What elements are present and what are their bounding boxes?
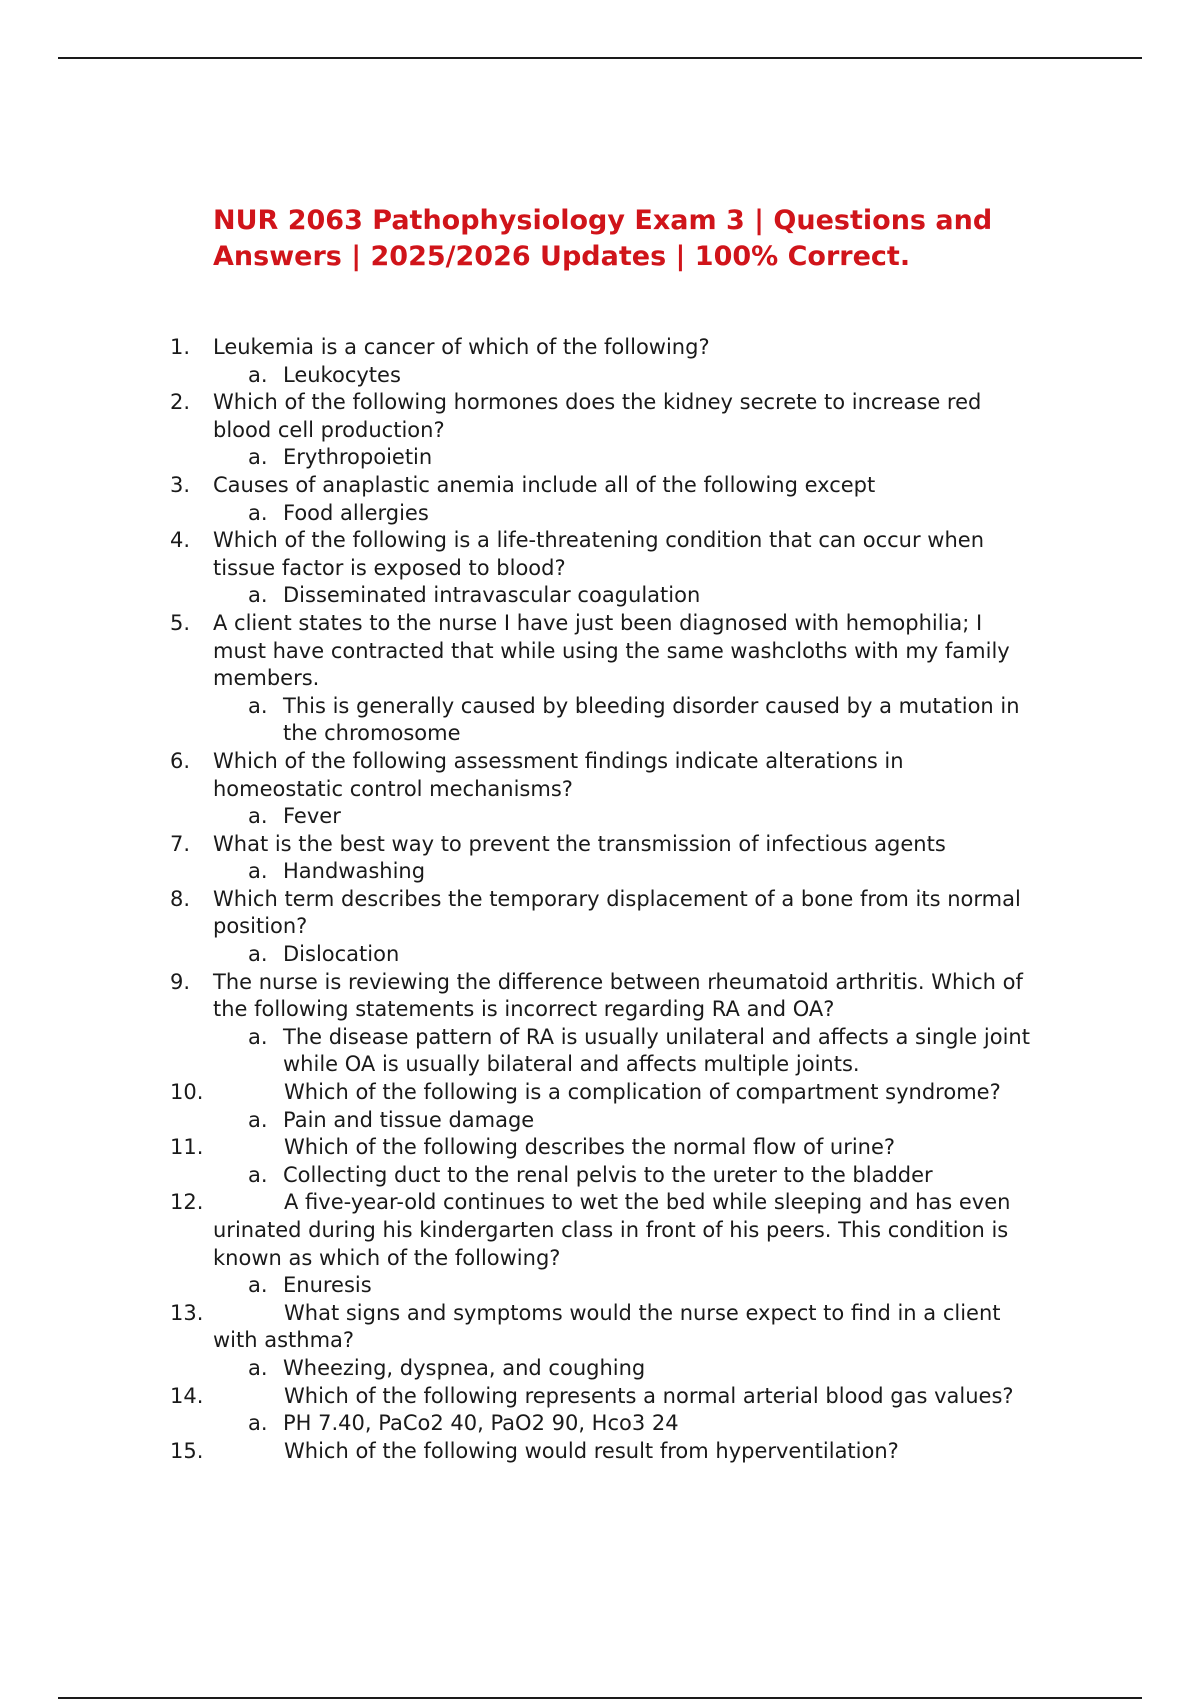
answer-text: This is generally caused by bleeding disorder caused by a mutation in the chromosome <box>283 693 1020 746</box>
question-text: Which of the following represents a normal arterial blood gas values? <box>284 1383 1014 1408</box>
answer-text: Fever <box>283 804 341 829</box>
list-item <box>170 969 1040 1079</box>
question-number: 15. <box>170 1438 204 1463</box>
list-item <box>170 389 1040 472</box>
list-item <box>170 334 1040 389</box>
question-number: 3. <box>170 472 191 497</box>
answer-letter: a. <box>248 1024 268 1049</box>
question-number: 11. <box>170 1135 204 1160</box>
answer-text: The disease pattern of RA is usually unilateral and affects a single joint while OA is usually bilateral and affects multiple joints. <box>283 1024 1030 1077</box>
answer-letter: a. <box>248 1162 268 1187</box>
question-number: 8. <box>170 886 191 911</box>
question-number: 6. <box>170 748 191 773</box>
question-text: Which of the following hormones does the kidney secrete to increase red blood cell production? <box>213 390 982 442</box>
answer-letter: a. <box>248 804 268 829</box>
answer-letter: a. <box>248 859 268 884</box>
answer-text: Pain and tissue damage <box>283 1107 535 1132</box>
answer-letter: a. <box>248 445 268 470</box>
answer-text: Enuresis <box>283 1273 372 1298</box>
question-number: 12. <box>170 1190 204 1215</box>
list-item <box>170 472 1040 527</box>
question-text: Which of the following assessment findings indicate alterations in homeostatic control mechanisms? <box>213 748 904 801</box>
question-text: A client states to the nurse I have just been diagnosed with hemophilia; I must have contracted that while using the same washcloths with my family members. <box>213 610 1010 691</box>
answer-letter: a. <box>248 500 268 525</box>
document-title: NUR 2063 Pathophysiology Exam 3 | Questions and Answers | 2025/2026 Updates | 100% Correct. <box>213 205 993 272</box>
answer-letter: a. <box>248 1107 268 1132</box>
question-number: 5. <box>170 610 191 635</box>
list-item <box>170 610 1040 748</box>
question-number: 2. <box>170 390 191 415</box>
list-item <box>170 748 1040 831</box>
answer-letter: a. <box>248 1411 268 1436</box>
list-item <box>170 886 1040 969</box>
question-text: Which of the following is a life-threatening condition that can occur when tissue factor is exposed to blood? <box>213 528 985 580</box>
question-list <box>170 334 1040 1465</box>
answer-text: Collecting duct to the renal pelvis to the ureter to the bladder <box>283 1162 933 1187</box>
question-text: Leukemia is a cancer of which of the following? <box>213 335 710 359</box>
answer-text: Food allergies <box>283 500 429 525</box>
question-text: A five-year-old continues to wet the bed while sleeping and has even urinated during his kindergarten class in front of his peers. This condition is known as which of the following? <box>213 1190 1011 1270</box>
question-text: Which of the following would result from hyperventilation? <box>284 1438 899 1463</box>
answer-text: Handwashing <box>283 859 426 884</box>
bottom-rule <box>58 1697 1142 1699</box>
question-number: 10. <box>170 1080 204 1105</box>
answer-letter: a. <box>248 362 268 387</box>
answer-text: Dislocation <box>283 942 400 967</box>
list-item <box>170 1438 1040 1466</box>
answer-text: Wheezing, dyspnea, and coughing <box>283 1355 646 1380</box>
answer-letter: a. <box>248 1273 268 1298</box>
list-item <box>170 1300 1040 1383</box>
list-item <box>170 1189 1040 1299</box>
question-number: 13. <box>170 1300 204 1325</box>
list-item <box>170 831 1040 886</box>
question-text: Causes of anaplastic anemia include all of the following except <box>213 472 876 497</box>
list-item <box>170 1079 1040 1134</box>
list-item <box>170 1383 1040 1438</box>
question-number: 4. <box>170 528 191 553</box>
answer-text: Leukocytes <box>283 362 401 387</box>
answer-letter: a. <box>248 942 268 967</box>
top-rule <box>58 57 1142 59</box>
question-number: 1. <box>170 335 191 359</box>
question-number: 7. <box>170 831 191 856</box>
list-item <box>170 1134 1040 1189</box>
question-text: What signs and symptoms would the nurse expect to find in a client with asthma? <box>213 1300 1001 1353</box>
answer-letter: a. <box>248 693 268 718</box>
question-number: 9. <box>170 969 191 994</box>
answer-letter: a. <box>248 1355 268 1380</box>
question-text: The nurse is reviewing the difference between rheumatoid arthritis. Which of the following statements is incorrect regarding RA and OA? <box>213 969 1023 1022</box>
question-text: Which of the following is a complication of compartment syndrome? <box>284 1080 1001 1105</box>
list-item <box>170 527 1040 610</box>
answer-letter: a. <box>248 583 268 608</box>
question-text: Which of the following describes the normal flow of urine? <box>284 1135 896 1160</box>
answer-text: PH 7.40, PaCo2 40, PaO2 90, Hco3 24 <box>283 1411 679 1436</box>
question-text: What is the best way to prevent the transmission of infectious agents <box>213 831 946 856</box>
question-number: 14. <box>170 1383 204 1408</box>
question-text: Which term describes the temporary displacement of a bone from its normal position? <box>213 886 1021 939</box>
answer-text: Erythropoietin <box>283 445 433 470</box>
answer-text: Disseminated intravascular coagulation <box>283 583 701 608</box>
